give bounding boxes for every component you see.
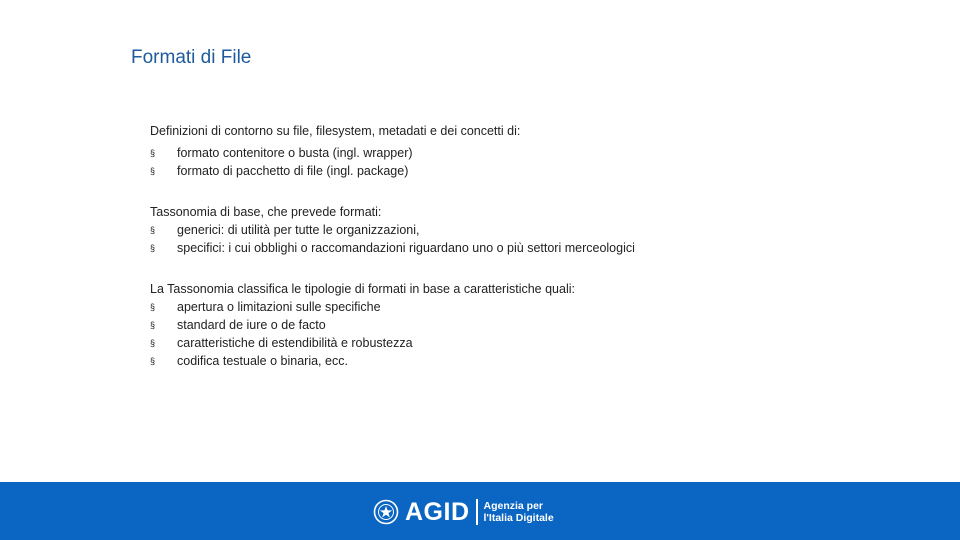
list-item: § apertura o limitazioni sulle specifiche (150, 300, 381, 314)
list-item: § formato contenitore o busta (ingl. wrapper) (150, 146, 413, 160)
list-item: § codifica testuale o binaria, ecc. (150, 354, 348, 368)
agid-logo (373, 498, 554, 526)
bullet-icon: § (150, 148, 156, 158)
section1-list (150, 144, 870, 180)
list-item: § formato di pacchetto di file (ingl. package) (150, 164, 409, 178)
section2-intro: Tassonomia di base, che prevede formati: (150, 205, 382, 219)
page-title: Formati di File (131, 47, 252, 68)
bullet-icon: § (150, 166, 156, 176)
italian-republic-emblem-icon (373, 499, 399, 525)
slide-content (150, 122, 870, 370)
bullet-icon: § (150, 320, 156, 330)
section3-intro: La Tassonomia classifica le tipologie di formati in base a caratteristiche quali: (150, 282, 575, 296)
agid-wordmark: AGID (405, 498, 470, 526)
footer-bar (0, 482, 960, 540)
bullet-icon: § (150, 356, 156, 366)
list-item: § specifici: i cui obblighi o raccomandazioni riguardano uno o più settori merceologici (150, 241, 635, 255)
list-item: § generici: di utilità per tutte le organizzazioni, (150, 223, 420, 237)
agency-name: Agenzia per l'Italia Digitale (483, 500, 554, 524)
section3-list (150, 298, 870, 370)
bullet-icon: § (150, 243, 156, 253)
list-item: § standard de iure o de facto (150, 318, 326, 332)
bullet-icon: § (150, 338, 156, 348)
logo-divider (476, 499, 478, 525)
bullet-icon: § (150, 302, 156, 312)
section1-intro: Definizioni di contorno su file, filesystem, metadati e dei concetti di: (150, 124, 521, 138)
bullet-icon: § (150, 225, 156, 235)
section2-list (150, 221, 870, 257)
list-item: § caratteristiche di estendibilità e robustezza (150, 336, 413, 350)
